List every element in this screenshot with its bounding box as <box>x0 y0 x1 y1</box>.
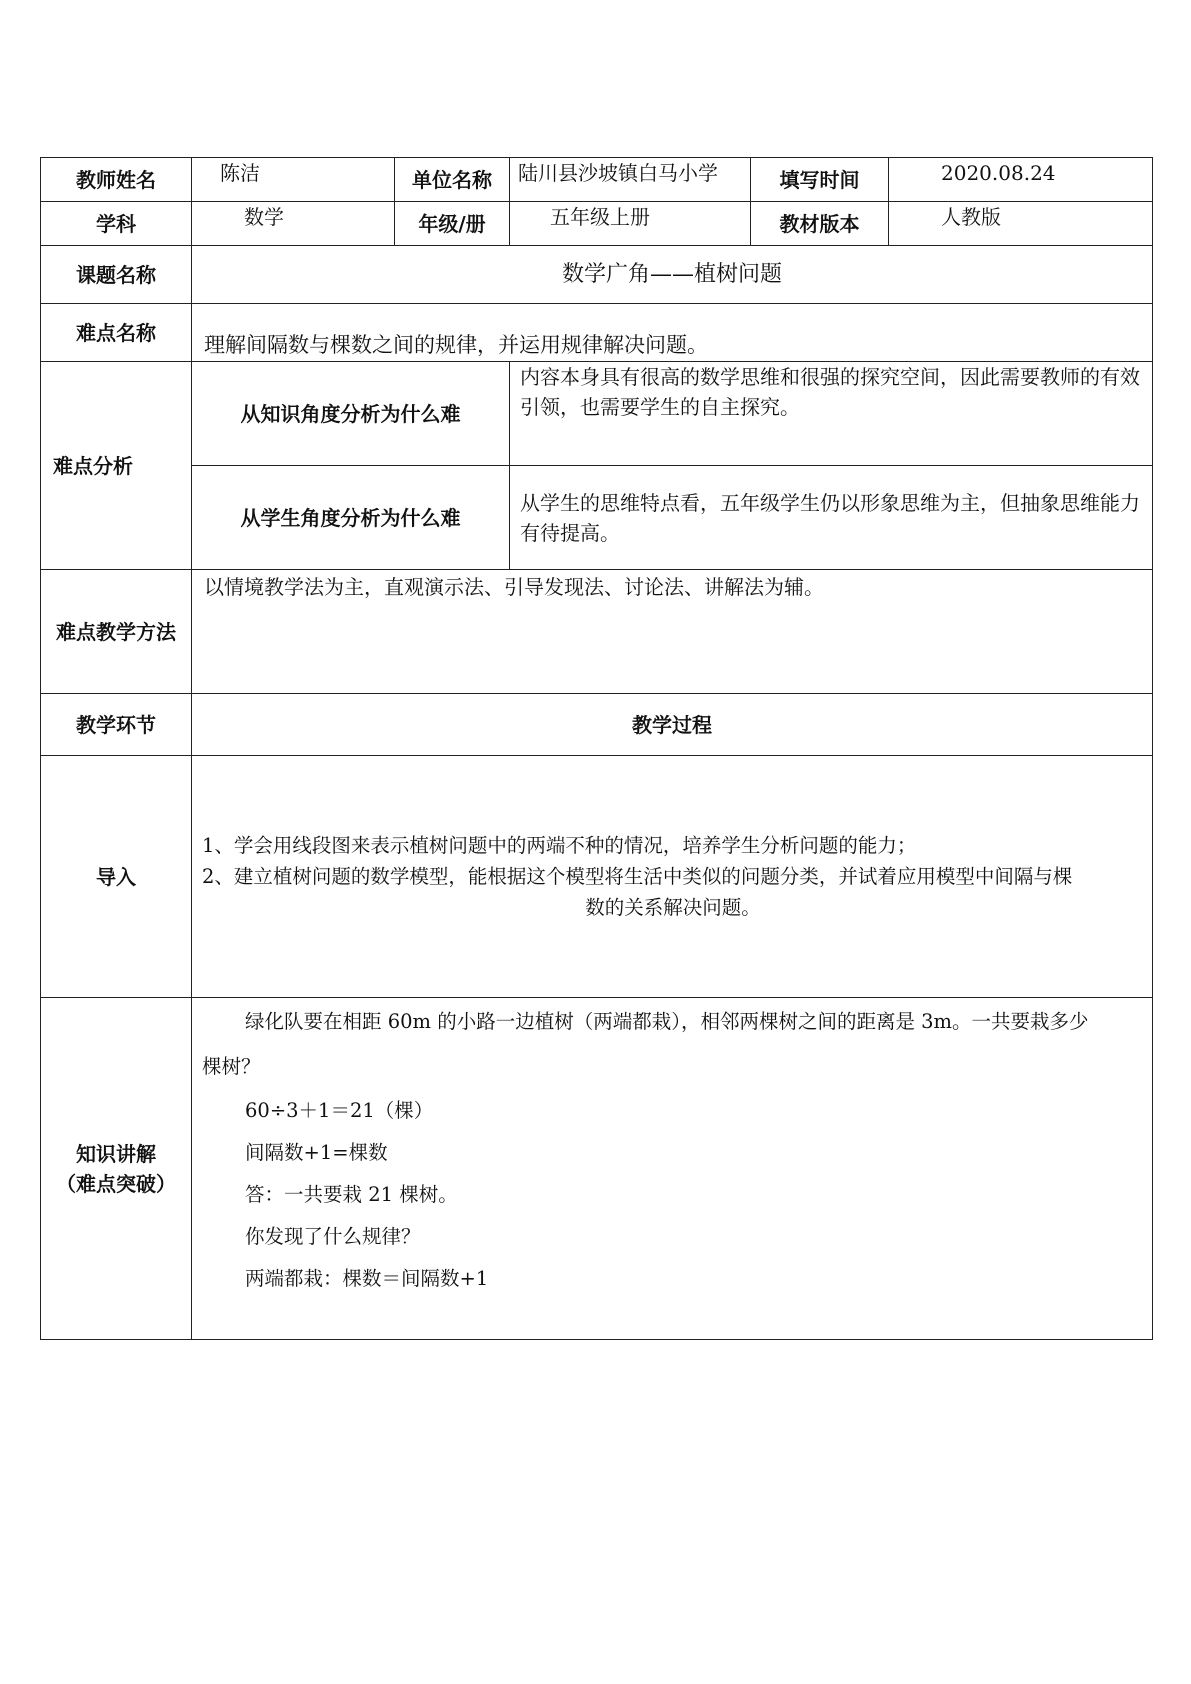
intro-content <box>192 756 1153 998</box>
knowledge-question: 你发现了什么规律？ <box>245 1225 421 1248</box>
fill-date-label: 填写时间 <box>751 158 889 202</box>
lesson-plan-table <box>40 157 1153 1340</box>
teacher-name-value <box>192 158 395 202</box>
difficulty-value <box>192 304 1153 362</box>
process-header-label: 教学过程 <box>192 694 1153 756</box>
intro-label: 导入 <box>41 756 192 998</box>
method-label: 难点教学方法 <box>41 570 192 694</box>
knowledge-calc: 60÷3＋1＝21（棵） <box>245 1099 434 1122</box>
intro-line-2: 2、建立植树问题的数学模型，能根据这个模型将生活中类似的问题分类，并试着应用模型中间隔与棵 <box>202 864 1073 888</box>
knowledge-conclusion: 两端都栽：棵数＝间隔数+1 <box>245 1267 489 1290</box>
fill-date-value <box>889 158 1153 202</box>
knowledge-label-line-2: （难点突破） <box>56 1171 176 1196</box>
topic-label: 课题名称 <box>41 246 192 304</box>
intro-line-3: 数的关系解决问题。 <box>585 896 761 920</box>
student-angle-value <box>510 466 1153 570</box>
knowledge-angle-label: 从知识角度分析为什么难 <box>192 362 510 466</box>
knowledge-problem: 绿化队要在相距 60m 的小路一边植树（两端都栽），相邻两棵树之间的距离是 3m。一共要栽多少 <box>245 1010 1089 1033</box>
grade-label: 年级/册 <box>395 202 510 246</box>
grade-text: 五年级上册 <box>550 205 650 229</box>
teacher-name-label: 教师姓名 <box>41 158 192 202</box>
unit-name-label: 单位名称 <box>395 158 510 202</box>
topic-value: 数学广角——植树问题 <box>192 246 1153 304</box>
student-angle-text: 从学生的思维特点看，五年级学生仍以形象思维为主，但抽象思维能力有待提高。 <box>520 490 1140 545</box>
knowledge-content <box>192 998 1153 1340</box>
knowledge-label-line-1: 知识讲解 <box>76 1141 156 1166</box>
unit-name-value <box>510 158 751 202</box>
knowledge-label <box>41 998 192 1340</box>
difficulty-label: 难点名称 <box>41 304 192 362</box>
knowledge-angle-value <box>510 362 1153 466</box>
grade-value <box>510 202 751 246</box>
intro-line-1: 1、学会用线段图来表示植树问题中的两端不种的情况，培养学生分析问题的能力； <box>202 833 917 857</box>
method-text: 以情境教学法为主，直观演示法、引导发现法、讨论法、讲解法为辅。 <box>204 575 824 599</box>
edition-label: 教材版本 <box>751 202 889 246</box>
analysis-label: 难点分析 <box>41 362 192 570</box>
teacher-name-text: 陈洁 <box>220 161 260 185</box>
subject-label: 学科 <box>41 202 192 246</box>
knowledge-problem-cont: 棵树？ <box>202 1055 261 1078</box>
method-value <box>192 570 1153 694</box>
edition-value <box>889 202 1153 246</box>
unit-name-text: 陆川县沙坡镇白马小学 <box>518 161 718 185</box>
fill-date-text: 2020.08.24 <box>941 161 1056 185</box>
subject-value <box>192 202 395 246</box>
knowledge-angle-text: 内容本身具有很高的数学思维和很强的探究空间，因此需要教师的有效引领，也需要学生的自主探究。 <box>520 365 1140 419</box>
edition-text: 人教版 <box>941 205 1001 229</box>
stage-header-label: 教学环节 <box>41 694 192 756</box>
knowledge-rule: 间隔数+1=棵数 <box>245 1141 388 1164</box>
knowledge-answer: 答：一共要栽 21 棵树。 <box>245 1183 458 1206</box>
difficulty-text: 理解间隔数与棵数之间的规律，并运用规律解决问题。 <box>204 332 708 357</box>
subject-text: 数学 <box>244 205 284 229</box>
student-angle-label: 从学生角度分析为什么难 <box>192 466 510 570</box>
